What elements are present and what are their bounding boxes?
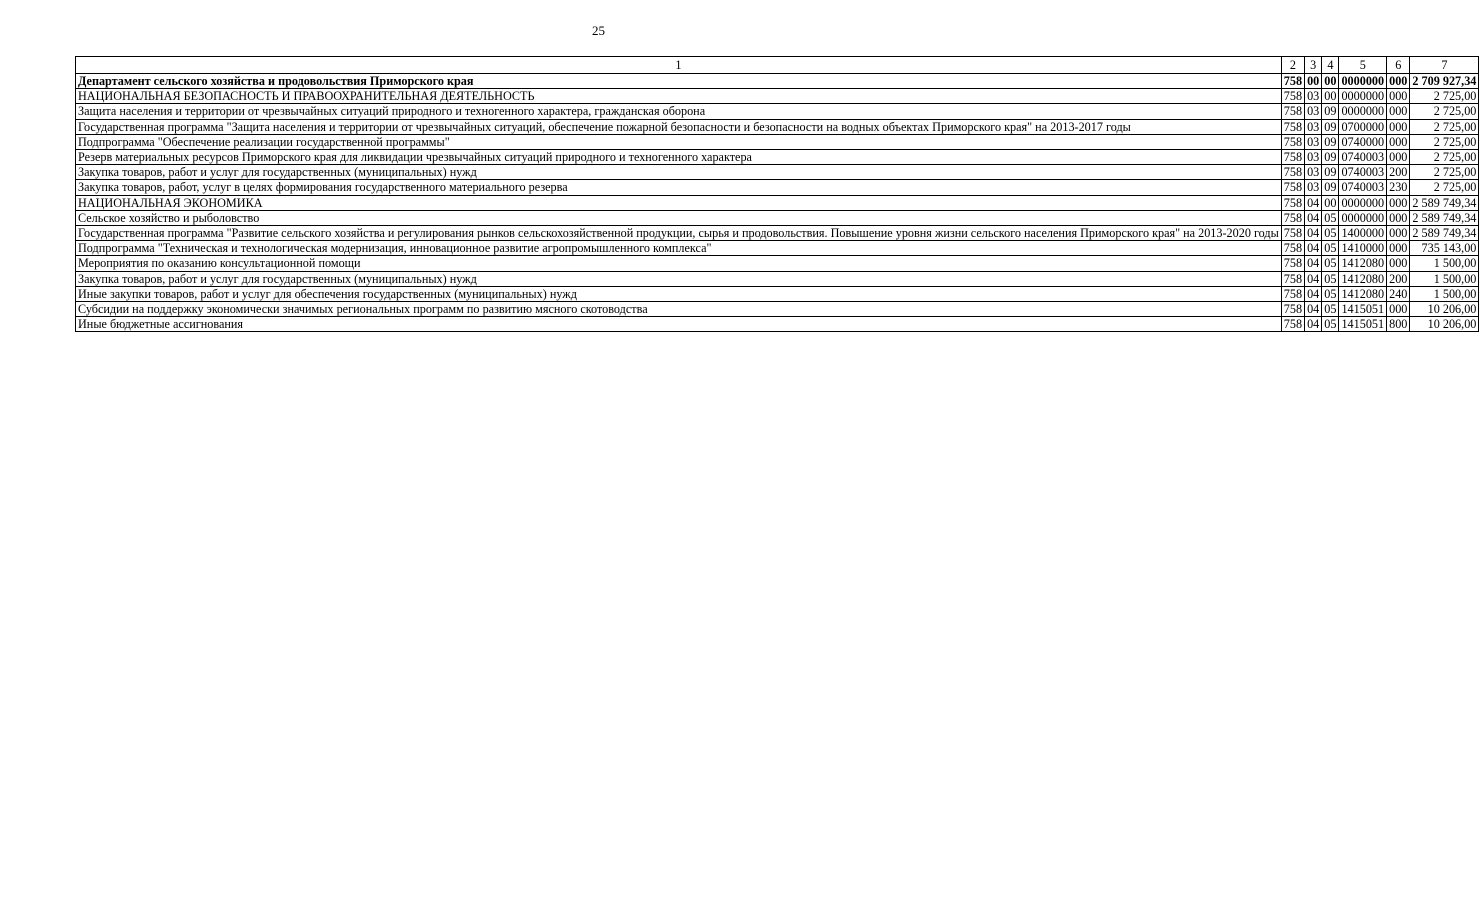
row-name-cell: Субсидии на поддержку экономически значимых региональных программ по развитию мясного скотоводства [76, 302, 1282, 317]
ved-code-cell: 758 [1281, 241, 1304, 256]
amount-cell: 1 500,00 [1410, 286, 1479, 301]
header-cell: 6 [1387, 57, 1410, 74]
amount-cell: 10 206,00 [1410, 302, 1479, 317]
row-name-cell: Подпрограмма "Обеспечение реализации государственной программы" [76, 134, 1282, 149]
row-name-cell: Мероприятия по оказанию консультационной помощи [76, 256, 1282, 271]
target-article-cell: 0740003 [1339, 150, 1387, 165]
subsection-code-cell: 00 [1322, 74, 1339, 89]
row-name-cell: Подпрограмма "Техническая и технологическая модернизация, инновационное развитие агропромышленного комплекса" [76, 241, 1282, 256]
table-row [76, 256, 1479, 271]
amount-cell: 2 725,00 [1410, 150, 1479, 165]
amount-cell: 2 589 749,34 [1410, 195, 1479, 210]
expense-type-cell: 000 [1387, 150, 1410, 165]
expense-type-cell: 000 [1387, 302, 1410, 317]
expense-type-cell: 200 [1387, 165, 1410, 180]
section-code-cell: 04 [1305, 241, 1322, 256]
subsection-code-cell: 05 [1322, 241, 1339, 256]
ved-code-cell: 758 [1281, 180, 1304, 195]
section-code-cell: 04 [1305, 271, 1322, 286]
table-row [76, 241, 1479, 256]
subsection-code-cell: 05 [1322, 302, 1339, 317]
amount-cell: 1 500,00 [1410, 256, 1479, 271]
row-name-cell: Резерв материальных ресурсов Приморского края для ликвидации чрезвычайных ситуаций природного и техногенного характера [76, 150, 1282, 165]
expense-type-cell: 230 [1387, 180, 1410, 195]
expense-type-cell: 240 [1387, 286, 1410, 301]
section-code-cell: 03 [1305, 134, 1322, 149]
row-name-cell: Закупка товаров, работ и услуг для государственных (муниципальных) нужд [76, 165, 1282, 180]
target-article-cell: 1410000 [1339, 241, 1387, 256]
expense-type-cell: 000 [1387, 74, 1410, 89]
row-name-cell: Защита населения и территории от чрезвычайных ситуаций природного и техногенного характера, гражданская оборона [76, 104, 1282, 119]
row-name-cell: Закупка товаров, работ и услуг для государственных (муниципальных) нужд [76, 271, 1282, 286]
target-article-cell: 1400000 [1339, 226, 1387, 241]
table-row [76, 286, 1479, 301]
ved-code-cell: 758 [1281, 210, 1304, 225]
table-row [76, 104, 1479, 119]
section-code-cell: 04 [1305, 210, 1322, 225]
row-name-cell: Закупка товаров, работ, услуг в целях формирования государственного материального резерва [76, 180, 1282, 195]
target-article-cell: 0000000 [1339, 104, 1387, 119]
table-row [76, 210, 1479, 225]
target-article-cell: 0740003 [1339, 180, 1387, 195]
subsection-code-cell: 09 [1322, 180, 1339, 195]
table-row [76, 89, 1479, 104]
page-number: 25 [592, 23, 605, 38]
target-article-cell: 0740003 [1339, 165, 1387, 180]
ved-code-cell: 758 [1281, 89, 1304, 104]
subsection-code-cell: 05 [1322, 286, 1339, 301]
table-row [76, 74, 1479, 89]
row-name-cell: НАЦИОНАЛЬНАЯ БЕЗОПАСНОСТЬ И ПРАВООХРАНИТЕЛЬНАЯ ДЕЯТЕЛЬНОСТЬ [76, 89, 1282, 104]
row-name-cell: Государственная программа "Защита населения и территории от чрезвычайных ситуаций, обеспечение пожарной безопасности и безопасности на водных объектах Приморского края" на 2013-2017 годы [76, 119, 1282, 134]
ved-code-cell: 758 [1281, 271, 1304, 286]
subsection-code-cell: 09 [1322, 104, 1339, 119]
subsection-code-cell: 05 [1322, 317, 1339, 332]
section-code-cell: 04 [1305, 286, 1322, 301]
section-code-cell: 00 [1305, 74, 1322, 89]
table-row [76, 119, 1479, 134]
subsection-code-cell: 05 [1322, 271, 1339, 286]
amount-cell: 2 725,00 [1410, 134, 1479, 149]
subsection-code-cell: 05 [1322, 226, 1339, 241]
target-article-cell: 1415051 [1339, 302, 1387, 317]
expense-type-cell: 800 [1387, 317, 1410, 332]
amount-cell: 1 500,00 [1410, 271, 1479, 286]
table-row [76, 195, 1479, 210]
expense-type-cell: 000 [1387, 195, 1410, 210]
target-article-cell: 0000000 [1339, 74, 1387, 89]
amount-cell: 2 725,00 [1410, 165, 1479, 180]
target-article-cell: 0000000 [1339, 89, 1387, 104]
subsection-code-cell: 00 [1322, 89, 1339, 104]
section-code-cell: 03 [1305, 104, 1322, 119]
section-code-cell: 04 [1305, 317, 1322, 332]
section-code-cell: 03 [1305, 165, 1322, 180]
header-cell: 1 [76, 57, 1282, 74]
header-cell: 7 [1410, 57, 1479, 74]
header-cell: 5 [1339, 57, 1387, 74]
ved-code-cell: 758 [1281, 317, 1304, 332]
amount-cell: 2 709 927,34 [1410, 74, 1479, 89]
table-row [76, 150, 1479, 165]
header-cell: 3 [1305, 57, 1322, 74]
amount-cell: 2 725,00 [1410, 89, 1479, 104]
table-row [76, 180, 1479, 195]
table-row [76, 271, 1479, 286]
section-code-cell: 04 [1305, 226, 1322, 241]
ved-code-cell: 758 [1281, 104, 1304, 119]
amount-cell: 735 143,00 [1410, 241, 1479, 256]
amount-cell: 2 589 749,34 [1410, 226, 1479, 241]
target-article-cell: 1415051 [1339, 317, 1387, 332]
header-cell: 2 [1281, 57, 1304, 74]
ved-code-cell: 758 [1281, 150, 1304, 165]
subsection-code-cell: 05 [1322, 210, 1339, 225]
target-article-cell: 0000000 [1339, 195, 1387, 210]
expense-type-cell: 000 [1387, 104, 1410, 119]
section-code-cell: 04 [1305, 195, 1322, 210]
table-row [76, 165, 1479, 180]
row-name-cell: Департамент сельского хозяйства и продовольствия Приморского края [76, 74, 1282, 89]
table-row [76, 302, 1479, 317]
table-row [76, 226, 1479, 241]
section-code-cell: 04 [1305, 302, 1322, 317]
ved-code-cell: 758 [1281, 119, 1304, 134]
expense-type-cell: 000 [1387, 241, 1410, 256]
subsection-code-cell: 09 [1322, 119, 1339, 134]
target-article-cell: 1412080 [1339, 256, 1387, 271]
target-article-cell: 0700000 [1339, 119, 1387, 134]
section-code-cell: 04 [1305, 256, 1322, 271]
expense-type-cell: 000 [1387, 226, 1410, 241]
amount-cell: 10 206,00 [1410, 317, 1479, 332]
amount-cell: 2 725,00 [1410, 180, 1479, 195]
ved-code-cell: 758 [1281, 74, 1304, 89]
subsection-code-cell: 09 [1322, 165, 1339, 180]
amount-cell: 2 725,00 [1410, 104, 1479, 119]
row-name-cell: Иные закупки товаров, работ и услуг для обеспечения государственных (муниципальных) нужд [76, 286, 1282, 301]
subsection-code-cell: 05 [1322, 256, 1339, 271]
subsection-code-cell: 09 [1322, 150, 1339, 165]
table-row [76, 134, 1479, 149]
budget-table [75, 56, 1479, 332]
expense-type-cell: 000 [1387, 119, 1410, 134]
ved-code-cell: 758 [1281, 256, 1304, 271]
expense-type-cell: 000 [1387, 210, 1410, 225]
expense-type-cell: 200 [1387, 271, 1410, 286]
amount-cell: 2 725,00 [1410, 119, 1479, 134]
expense-type-cell: 000 [1387, 89, 1410, 104]
ved-code-cell: 758 [1281, 134, 1304, 149]
row-name-cell: Сельское хозяйство и рыболовство [76, 210, 1282, 225]
ved-code-cell: 758 [1281, 226, 1304, 241]
ved-code-cell: 758 [1281, 302, 1304, 317]
header-row [76, 57, 1479, 74]
row-name-cell: НАЦИОНАЛЬНАЯ ЭКОНОМИКА [76, 195, 1282, 210]
target-article-cell: 1412080 [1339, 271, 1387, 286]
target-article-cell: 0000000 [1339, 210, 1387, 225]
section-code-cell: 03 [1305, 150, 1322, 165]
ved-code-cell: 758 [1281, 165, 1304, 180]
table-row [76, 317, 1479, 332]
subsection-code-cell: 00 [1322, 195, 1339, 210]
amount-cell: 2 589 749,34 [1410, 210, 1479, 225]
ved-code-cell: 758 [1281, 286, 1304, 301]
subsection-code-cell: 09 [1322, 134, 1339, 149]
section-code-cell: 03 [1305, 180, 1322, 195]
ved-code-cell: 758 [1281, 195, 1304, 210]
header-cell: 4 [1322, 57, 1339, 74]
target-article-cell: 1412080 [1339, 286, 1387, 301]
row-name-cell: Государственная программа "Развитие сельского хозяйства и регулирования рынков сельскохозяйственной продукции, сырья и продовольствия. Повышение уровня жизни сельского населения Приморского края" на 2013-2020 годы [76, 226, 1282, 241]
target-article-cell: 0740000 [1339, 134, 1387, 149]
row-name-cell: Иные бюджетные ассигнования [76, 317, 1282, 332]
expense-type-cell: 000 [1387, 256, 1410, 271]
section-code-cell: 03 [1305, 89, 1322, 104]
expense-type-cell: 000 [1387, 134, 1410, 149]
section-code-cell: 03 [1305, 119, 1322, 134]
